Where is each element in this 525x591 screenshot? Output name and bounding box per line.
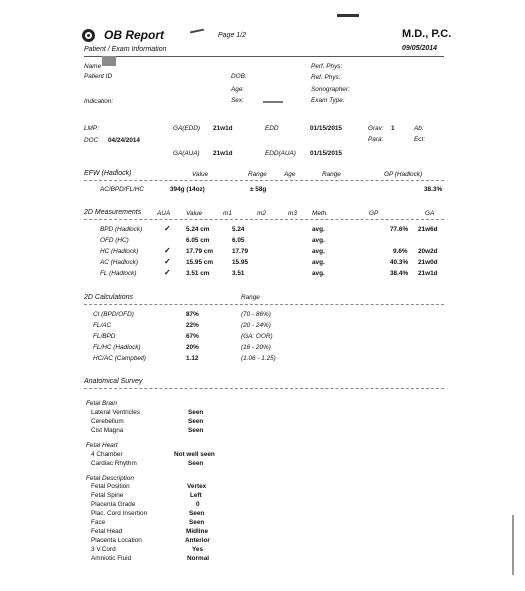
meas-ga: 20w2d [418,248,438,255]
calc-range: (20 - 24%) [241,322,271,329]
anatomy-item-name: Placenta Location [91,537,142,544]
calc-range: (16 - 20%) [241,344,271,351]
anatomy-item-name: Plac. Cord Insertion [91,510,148,517]
check-icon: ✓ [164,257,171,266]
sex-label: Sex: [231,97,244,104]
efw-col-range2: Range [322,171,341,178]
scan-mark [337,14,359,17]
meas-value: 5.24 cm [186,226,210,233]
meas-col-gp: GP [369,210,379,217]
calc-range: (1.06 - 1.25) [241,355,276,362]
meas-gp: 38.4% [390,270,409,277]
anatomy-item-name: Lateral Ventricles [91,409,141,416]
meas-col-m1: m1 [223,210,232,217]
meas-name: AC (Hadlock) [100,259,138,266]
efw-row-label: AC/BPD/FL/HC [100,186,145,193]
calc-value: 1.12 [186,355,199,362]
efw-col-age: Age [284,171,296,178]
measurements-heading: 2D Measurements [84,209,142,216]
group-title: Fetal Brain [86,400,117,407]
meas-gp: 77.6% [390,226,409,233]
ga-edd-label: GA(EDD) [173,125,200,132]
calculations-heading: 2D Calculations [84,294,134,301]
meas-name: FL (Hadlock) [100,270,137,277]
edd-aua-label: EDD(AUA) [265,150,296,157]
meas-ga: 21w6d [418,226,438,233]
meas-m1: 5.24 [232,226,245,233]
meas-meth: avg. [312,226,325,233]
meas-m1: 15.95 [232,259,248,266]
divider [84,219,444,220]
efw-col-range: Range [248,171,267,178]
doc-value: 04/24/2014 [108,137,140,144]
calc-name: FL/HC (Hadlock) [93,344,141,351]
anatomy-item-name: Placenta Grade [91,501,136,508]
efw-col-value: Value [192,171,209,178]
efw-col-gp: GP (Hadlock) [384,171,423,178]
calc-value: 67% [186,333,199,340]
page-number: Page 1/2 [218,32,247,39]
anatomy-item-name: 3 V.Cord [91,546,116,553]
group-title: Fetal Heart [86,442,118,449]
practice-name: M.D., P.C. [402,28,452,40]
age-label: Age: [231,86,245,93]
anatomy-item-name: 4 Chamber [91,451,123,458]
redaction-mark [263,101,283,103]
patient-section-heading: Patient / Exam Information [84,46,167,53]
calc-name: CI (BPD/OFD) [93,311,134,318]
meas-ga: 21w0d [418,259,438,266]
ab-label: Ab: [414,125,424,132]
divider [84,180,444,181]
redaction-mark [102,56,116,66]
meas-name: OFD (HC) [100,237,129,244]
meas-col-value: Value [186,210,203,217]
calc-col-range: Range [241,294,260,301]
meas-col-meth: Meth. [312,210,328,217]
efw-heading: EFW (Hadlock) [84,170,132,177]
efw-row-gp: 38.3% [424,186,443,193]
edd-value: 01/15/2015 [310,125,342,132]
group-title: Fetal Description [86,475,134,482]
ga-aua-value: 21w1d [213,150,233,157]
exam-type-label: Exam Type: [311,97,345,104]
lmp-label: LMP: [84,125,99,132]
doc-label: DOC [84,137,99,144]
anatomy-item-value: Not well seen [174,451,215,458]
anatomy-item-value: Left [190,492,202,499]
meas-col-m2: m2 [257,210,266,217]
meas-col-m3: m3 [288,210,297,217]
meas-name: BPD (Hadlock) [100,226,143,233]
meas-value: 6.05 cm [186,237,210,244]
anatomy-item-value: Seen [188,427,204,434]
ga-edd-value: 21w1d [213,125,233,132]
edd-aua-value: 01/15/2015 [310,150,342,157]
anatomy-item-value: Seen [189,519,205,526]
check-icon: ✓ [164,246,171,255]
divider [84,388,444,389]
anatomy-item-name: Fetal Spine [91,492,124,499]
meas-col-aua: AUA [157,210,171,217]
grav-value: 1 [391,125,395,132]
ge-logo-icon [82,29,95,42]
anatomy-item-value: Seen [188,409,204,416]
edd-label: EDD [265,125,279,132]
anatomy-heading: Anatomical Survey [84,378,143,385]
anatomy-item-name: Face [91,519,106,526]
meas-meth: avg. [312,270,325,277]
ref-phys-label: Ref. Phys: [311,74,341,81]
divider [84,56,444,57]
efw-row-value: 394g (14oz) [170,186,205,193]
scan-mark [512,515,514,575]
ga-aua-label: GA(AUA) [173,150,200,157]
meas-meth: avg. [312,248,325,255]
calc-name: HC/AC (Campbell) [93,355,146,362]
meas-col-ga: GA [425,210,435,217]
report-title: OB Report [104,28,164,42]
calc-name: FL/AC [93,322,112,329]
meas-gp: 40.3% [390,259,409,266]
efw-row-range: ± 58g [250,186,267,193]
check-icon: ✓ [164,268,171,277]
calc-value: 87% [186,311,199,318]
dob-label: DOB: [231,73,247,80]
calc-range: (GA: OOR) [241,333,273,340]
meas-value: 3.51 cm [186,270,210,277]
check-icon: ✓ [164,224,171,233]
anatomy-item-name: Cist Magna [91,427,124,434]
name-label: Name [84,63,102,70]
anatomy-item-value: Seen [189,510,205,517]
ect-label: Ect: [414,136,426,143]
scan-mark [190,29,204,34]
indication-label: Indication: [84,98,114,105]
meas-meth: avg. [312,259,325,266]
meas-value: 17.79 cm [186,248,214,255]
report-date: 09/05/2014 [402,45,438,52]
anatomy-item-value: Midline [186,528,209,535]
anatomy-item-name: Amniotic Fluid [91,555,132,562]
anatomy-item-name: Fetal Position [91,483,130,490]
meas-m1: 6.05 [232,237,245,244]
anatomy-item-value: Vertex [187,483,207,490]
calc-value: 22% [186,322,199,329]
patient-id-label: Patient ID [84,73,113,80]
anatomy-item-value: Yes [192,546,204,553]
calc-name: FL/BPD [93,333,116,340]
perf-phys-label: Perf. Phys: [311,63,343,70]
anatomy-item-value: Normal [187,555,210,562]
sonographer-label: Sonographer: [311,86,350,93]
anatomy-item-value: Seen [188,418,204,425]
calc-value: 20% [186,344,199,351]
anatomy-item-name: Cerebellum [91,418,124,425]
meas-ga: 21w1d [418,270,438,277]
anatomy-item-name: Fetal Head [91,528,123,535]
anatomy-item-value: Anterior [185,537,210,544]
meas-name: HC (Hadlock) [100,248,139,255]
meas-value: 15.95 cm [186,259,214,266]
anatomy-item-value: 0 [196,501,200,508]
grav-label: Grav: [368,125,384,132]
anatomy-item-value: Seen [188,460,204,467]
meas-gp: 9.6% [393,248,408,255]
meas-m1: 17.79 [232,248,248,255]
anatomy-item-name: Cardiac Rhythm [91,460,137,467]
meas-m1: 3.51 [232,270,245,277]
divider [84,304,444,305]
meas-meth: avg. [312,237,325,244]
calc-range: (70 - 86%) [241,311,271,318]
para-label: Para: [368,136,384,143]
